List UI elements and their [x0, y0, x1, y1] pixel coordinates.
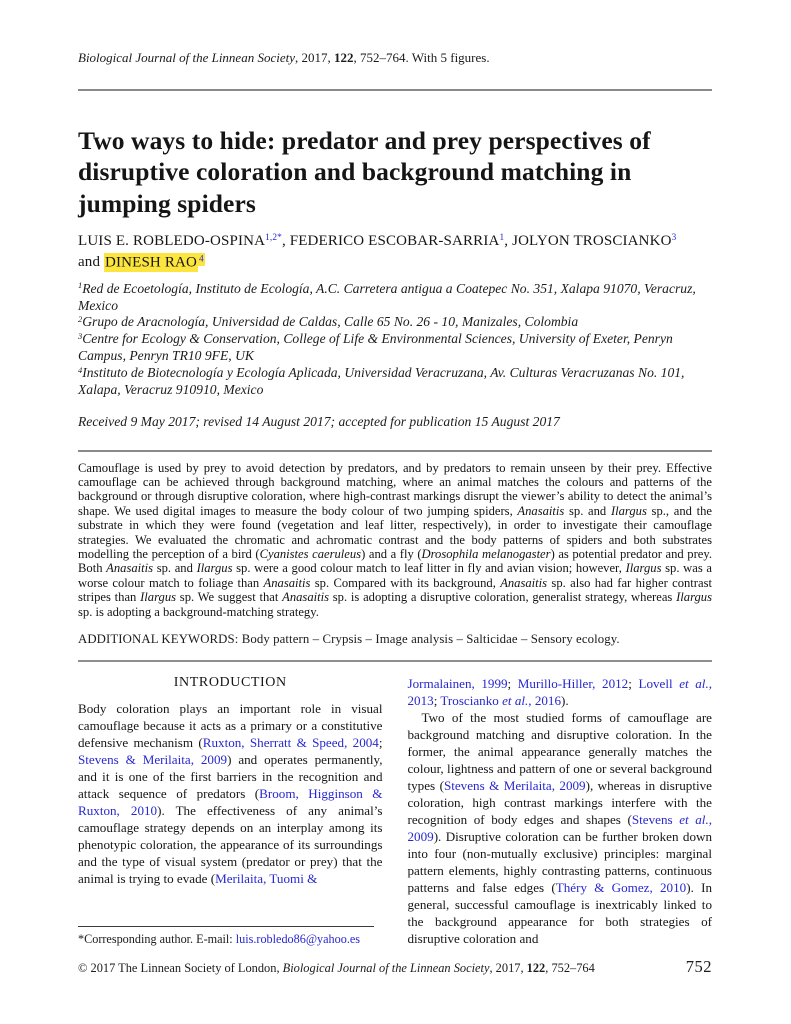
journal-header-citation [78, 50, 712, 66]
text-run: Anasaitis [500, 575, 548, 590]
text-run: Ilargus [676, 590, 712, 605]
header-divider [78, 89, 712, 91]
received-line: Received 9 May 2017; revised 14 August 2017; accepted for publication 15 August 2017 [78, 413, 560, 429]
footnote-block [78, 920, 383, 947]
affiliation-line [78, 314, 712, 331]
text-run: Centre for Ecology & Conservation, College of Life & Environmental Sciences, University of Exeter, Penryn Campus, Penryn TR10 9FE, UK [78, 331, 673, 364]
text-run: Ilargus [140, 590, 177, 605]
keywords-line: ADDITIONAL KEYWORDS: Body pattern – Crypsis – Image analysis – Salticidae – Sensory ecology. [78, 632, 620, 647]
citation-link[interactable]: Jormalainen, 1999 [407, 675, 508, 691]
text-run: sp. and [564, 503, 611, 518]
text-run: 122 [334, 50, 354, 65]
text-run: Anasaitis [106, 561, 154, 576]
text-run: sp. and [153, 561, 197, 576]
citation-link[interactable]: Ruxton, Sherratt & Speed, 2004 [202, 734, 379, 750]
citation-link[interactable]: Théry & Gomez, 2010 [555, 879, 687, 895]
text-run: 4 [78, 364, 83, 375]
citation-link[interactable]: et al. [679, 811, 709, 827]
text-run: Anasaitis [263, 575, 311, 590]
author-affiliation-ref[interactable]: 1,2* [265, 233, 282, 244]
text-run: sp. We suggest that [176, 590, 283, 605]
right-paragraph-2 [408, 709, 713, 947]
text-run: Ilargus [625, 561, 662, 576]
text-run: ), whereas in disruptive coloration, high contrast markings interfere with the recognition of body edges and shapes ( [407, 777, 712, 827]
text-run: sp. were a good colour match to leaf litter in fly and avian vision; however, [232, 561, 626, 576]
footnote-text [78, 932, 383, 947]
text-run: ; [433, 692, 441, 708]
author-affiliation-ref[interactable]: 3 [671, 233, 677, 244]
text-run: Ilargus [196, 561, 233, 576]
text-run: Red de Ecoetología, Instituto de Ecología, A.C. Carretera antigua a Coatepec No. 351, Xalapa 91070, Veracruz, Mexico [78, 280, 696, 313]
text-run: sp. is adopting a background-matching strategy. [78, 604, 319, 619]
text-run: 122 [526, 960, 546, 975]
text-run: , 752–764. With 5 figures. [353, 50, 490, 65]
left-column [78, 675, 383, 947]
text-run: ; [378, 734, 383, 750]
text-run: sp. also had far higher contrast stripes than [78, 575, 712, 605]
text-run: Drosophila melanogaster [421, 547, 551, 562]
abstract-divider-top [78, 450, 712, 452]
citation-link[interactable]: , 2016 [528, 692, 562, 708]
affiliation-line [78, 365, 712, 399]
text-run: 2 [78, 314, 83, 325]
text-run: 3 [78, 331, 83, 341]
affiliation-line [78, 331, 712, 365]
text-run: Biological Journal of the Linnean Society [282, 960, 490, 975]
text-run: , JOLYON TROSCIANKO [504, 233, 672, 250]
text-run: Anasaitis [282, 590, 330, 605]
citation-link[interactable]: , 2013 [407, 675, 712, 708]
text-run: sp. Compared with its background, [310, 575, 501, 590]
text-run: *Corresponding author. E-mail: [78, 931, 236, 946]
affiliation-line [78, 281, 712, 315]
citation-link[interactable]: Broom, Higginson & Ruxton, 2010 [78, 785, 383, 818]
text-run: and [78, 254, 105, 271]
text-run: , 2017, [489, 960, 527, 975]
text-run: ). In general, successful camouflage is inextricably linked to the background appearance for both strategies of disruptive coloration and [407, 879, 712, 946]
author-affiliation-ref[interactable]: 1 [499, 233, 505, 244]
text-run: ). [561, 692, 569, 708]
text-run: ) as potential predator and prey. Both [78, 547, 712, 576]
intro-paragraph [78, 700, 383, 887]
citation-link[interactable]: Stevens & Merilaita, 2009 [443, 777, 586, 793]
citation-link[interactable]: Stevens & Merilaita, 2009 [78, 751, 228, 767]
text-run: LUIS E. ROBLEDO-OSPINA [78, 233, 266, 250]
affiliations-block [78, 281, 712, 399]
text-run: ) and a fly ( [361, 547, 422, 562]
text-run: ; [507, 675, 518, 691]
two-column-layout [78, 675, 712, 947]
text-run: Two of the most studied forms of camouflage are background matching and disruptive coloration. In the former, the animal appearance generally matches the colour, lightness and pattern of one or several background types ( [407, 709, 712, 793]
citation-link[interactable]: Murillo-Hiller, 2012 [517, 675, 629, 691]
text-run: Anasaitis [517, 503, 565, 518]
text-run: Biological Journal of the Linnean Society [78, 50, 295, 65]
text-run: Instituto de Biotecnología y Ecología Aplicada, Universidad Veracruzana, Av. Culturas Veracruzanas No. 101, Xalapa, Veracruz 910910, Mexico [78, 364, 685, 397]
text-run: DINESH RAO [105, 254, 197, 271]
citation-link[interactable]: et al. [502, 692, 529, 708]
author-affiliation-ref[interactable]: 4 [198, 254, 204, 265]
footer-copyright [78, 961, 595, 976]
citation-link[interactable]: et al. [679, 675, 709, 691]
right-column [408, 675, 713, 947]
text-run: 1 [78, 280, 83, 291]
text-run: sp. is adopting a disruptive coloration, generalist strategy, whereas [329, 590, 677, 605]
text-run: sp. was a worse colour match to foliage than [78, 561, 712, 590]
email-link[interactable]: luis.robledo86@yahoo.es [235, 931, 361, 946]
text-run: Ilargus [610, 503, 647, 518]
right-paragraph-1 [408, 675, 713, 709]
text-run: , 752–764 [545, 960, 595, 975]
abstract-divider-bottom [78, 660, 712, 662]
intro-heading: INTRODUCTION [173, 674, 287, 690]
text-run: ) and operates permanently, and it is one of the first barriers in the recognition and attack sequence of predators ( [78, 751, 383, 801]
citation-link[interactable]: Troscianko [440, 692, 503, 708]
paper-title: Two ways to hide: predator and prey perspectives of disruptive coloration and background matching in jumping spiders [78, 126, 651, 218]
text-run: ; [628, 675, 639, 691]
author-line [78, 231, 712, 274]
text-run: Body coloration plays an important role in visual camouflage because it acts as a primary or a constitutive defensive mechanism ( [78, 700, 383, 750]
page-footer [78, 957, 712, 977]
text-run: Camouflage is used by prey to avoid detection by predators, and by predators to remain unseen by their prey. Effective camouflage can be achieved through background matching, where an animal matches the colours and patterns of the background or through disruptive coloration, where high-contrast markings disrupt the viewer’s ability to detect the animal’s shape. We used digital images to measure the body colour of two jumping spiders, [78, 460, 712, 518]
text-run: ). The effectiveness of any animal’s camouflage strategy depends on an interplay among its phenotypic coloration, the appearance of its surroundings and the type of visual system (predator or prey) that the animal is trying to evade ( [78, 802, 383, 886]
footnote-divider [78, 926, 374, 927]
citation-link[interactable]: Merilaita, Tuomi & [215, 870, 318, 886]
text-run: , 2017, [295, 50, 334, 65]
citation-link[interactable]: , 2009 [407, 811, 712, 844]
text-run: , FEDERICO ESCOBAR-SARRIA [281, 233, 500, 250]
citation-link[interactable]: Lovell [638, 675, 680, 691]
text-run: Cyanistes caeruleus [259, 547, 362, 562]
citation-link[interactable]: Stevens [631, 811, 680, 827]
text-run: ). Disruptive coloration can be further broken down into four (non-mutually exclusive) principles: marginal pattern elements, highly contrasting patterns, continuous patterns and false edges ( [407, 828, 712, 895]
footer-page-number: 752 [685, 956, 712, 976]
abstract-text [78, 461, 712, 619]
text-run: © 2017 The Linnean Society of London, [78, 960, 283, 975]
text-run: sp., and the substrate in which they were found (vegetation and leaf litter, respectively), in order to investigate their camouflage strategies. We evaluated the chromatic and achromatic contrast and the body patterns of spiders and both substrates modelling the perception of a bird ( [78, 503, 713, 562]
text-run: Grupo de Aracnología, Universidad de Caldas, Calle 65 No. 26 - 10, Manizales, Colombia [82, 314, 579, 330]
